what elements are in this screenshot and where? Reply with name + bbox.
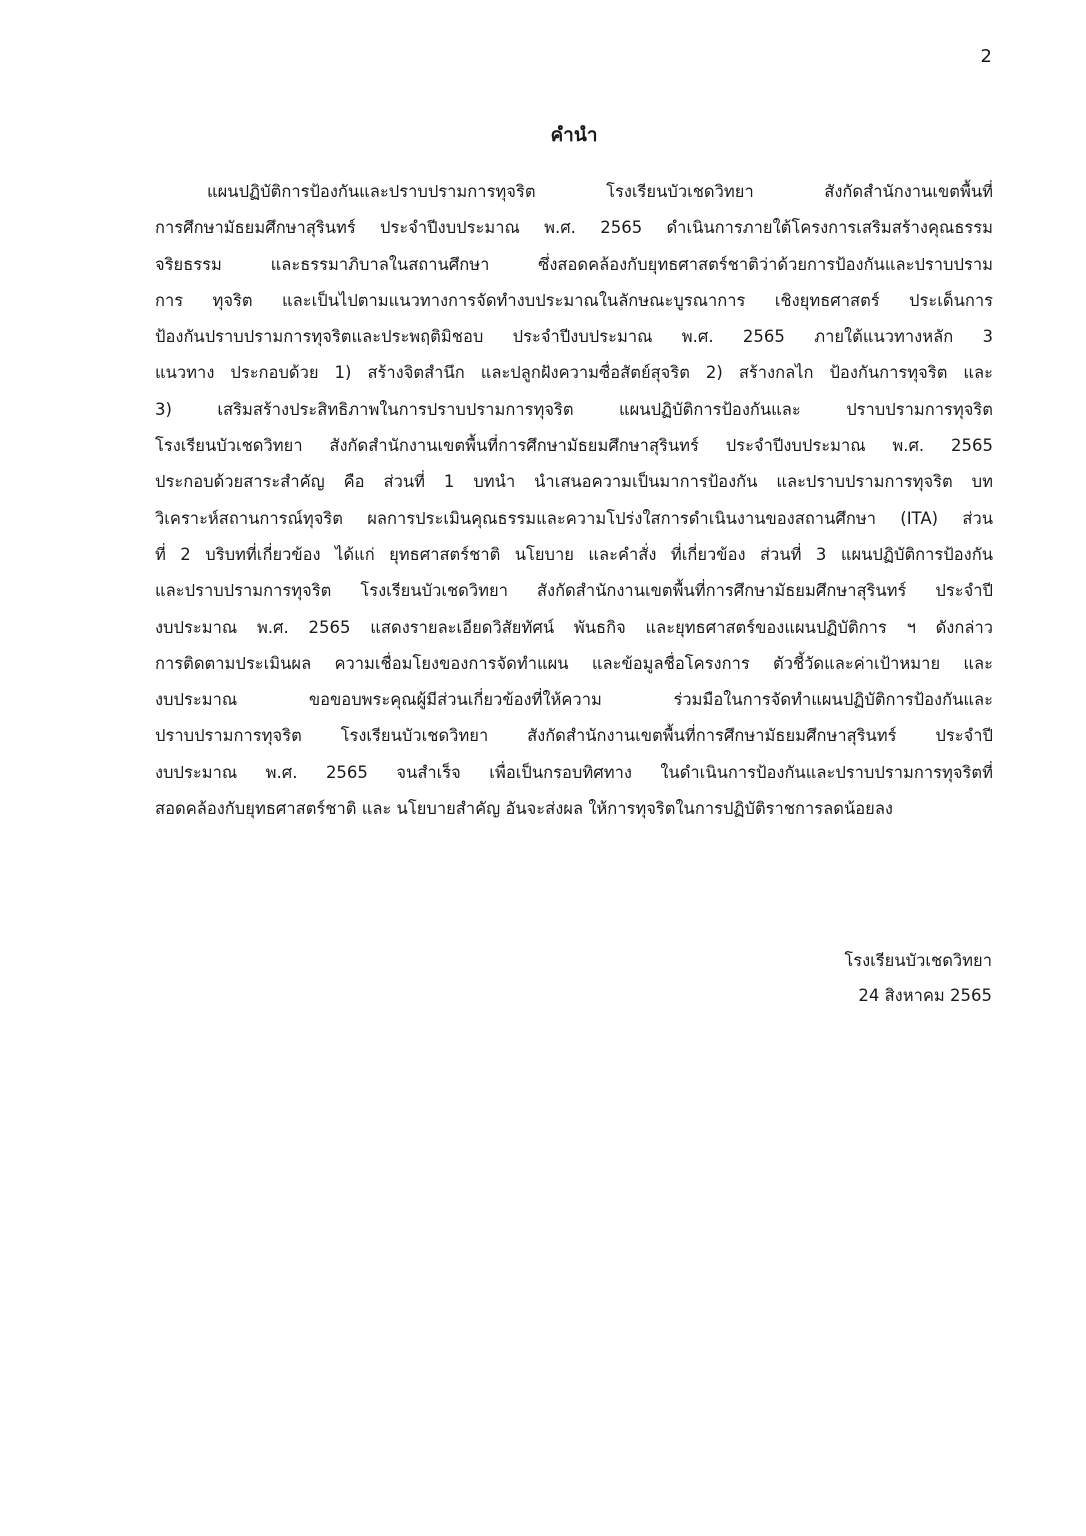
body-line: งบประมาณ พ.ศ. 2565 จนสำเร็จ เพื่อเป็นกรอบทิศทาง ในดำเนินการป้องกันและปราบปรามการทุจริตที่	[155, 762, 993, 782]
document-title: คำนำ	[550, 124, 598, 146]
body-line: ปราบปรามการทุจริต โรงเรียนบัวเชดวิทยา สังกัดสำนักงานเขตพื้นที่การศึกษามัธยมศึกษาสุรินทร์ ประจำปี	[155, 726, 993, 746]
body-line: และปราบปรามการทุจริต โรงเรียนบัวเชดวิทยา สังกัดสำนักงานเขตพื้นที่การศึกษามัธยมศึกษาสุรินทร์ ประจำปี	[155, 581, 993, 601]
signature-date: 24 สิงหาคม 2565	[858, 986, 992, 1005]
body-line: ที่ 2 บริบทที่เกี่ยวข้อง ได้แก่ ยุทธศาสตร์ชาติ นโยบาย และคำสั่ง ที่เกี่ยวข้อง ส่วนที่ 3 แผนปฏิบัติการป้องกัน	[155, 544, 993, 564]
body-line: จริยธรรม และธรรมาภิบาลในสถานศึกษา ซึ่งสอดคล้องกับยุทธศาสตร์ชาติว่าด้วยการป้องกันและปราบปราม	[155, 254, 993, 274]
body-line: โรงเรียนบัวเชดวิทยา สังกัดสำนักงานเขตพื้นที่การศึกษามัธยมศึกษาสุรินทร์ ประจำปีงบประมาณ พ.ศ. 2565	[155, 436, 993, 456]
signature-block	[844, 949, 992, 1019]
body-line: วิเคราะห์สถานการณ์ทุจริต ผลการประเมินคุณธรรมและความโปร่งใสการดำเนินงานของสถานศึกษา (ITA) ส่วน	[155, 508, 993, 528]
body-line: แผนปฏิบัติการป้องกันและปราบปรามการทุจริต โรงเรียนบัวเชดวิทยา สังกัดสำนักงานเขตพื้นที่	[207, 182, 993, 201]
body-line: การ ทุจริต และเป็นไปตามแนวทางการจัดทำงบประมาณในลักษณะบูรณาการ เชิงยุทธศาสตร์ ประเด็นการ	[155, 290, 993, 310]
body-line: แนวทาง ประกอบด้วย 1) สร้างจิตสำนึก และปลูกฝังความซื่อสัตย์สุจริต 2) สร้างกลไก ป้องกันการทุจริต และ	[155, 363, 993, 383]
body-paragraph	[155, 180, 993, 833]
body-line: 3) เสริมสร้างประสิทธิภาพในการปราบปรามการทุจริต แผนปฏิบัติการป้องกันและ ปราบปรามการทุจริต	[155, 399, 993, 419]
page-number: 2	[980, 46, 992, 67]
body-line: ป้องกันปราบปรามการทุจริตและประพฤติมิชอบ ประจำปีงบประมาณ พ.ศ. 2565 ภายใต้แนวทางหลัก 3	[155, 327, 993, 347]
body-line: ประกอบด้วยสาระสำคัญ คือ ส่วนที่ 1 บทนำ นำเสนอความเป็นมาการป้องกัน และปราบปรามการทุจริต บท	[155, 472, 993, 492]
body-line: การติดตามประเมินผล ความเชื่อมโยงของการจัดทำแผน และข้อมูลชื่อโครงการ ตัวชี้วัดและค่าเป้าหมาย และ	[155, 653, 993, 673]
body-line: งบประมาณ ขอขอบพระคุณผู้มีส่วนเกี่ยวข้องที่ให้ความ ร่วมมือในการจัดทำแผนปฏิบัติการป้องกันและ	[155, 690, 993, 710]
body-line: การศึกษามัธยมศึกษาสุรินทร์ ประจำปีงบประมาณ พ.ศ. 2565 ดำเนินการภายใต้โครงการเสริมสร้างคุณธรรม	[155, 218, 993, 238]
body-line: สอดคล้องกับยุทธศาสตร์ชาติ และ นโยบายสำคัญ อันจะส่งผล ให้การทุจริตในการปฏิบัติราชการลดน้อยลง	[155, 799, 893, 819]
signature-organization: โรงเรียนบัวเชดวิทยา	[844, 951, 992, 970]
body-line: งบประมาณ พ.ศ. 2565 แสดงรายละเอียดวิสัยทัศน์ พันธกิจ และยุทธศาสตร์ของแผนปฏิบัติการ ฯ ดังกล่าว	[155, 617, 993, 637]
